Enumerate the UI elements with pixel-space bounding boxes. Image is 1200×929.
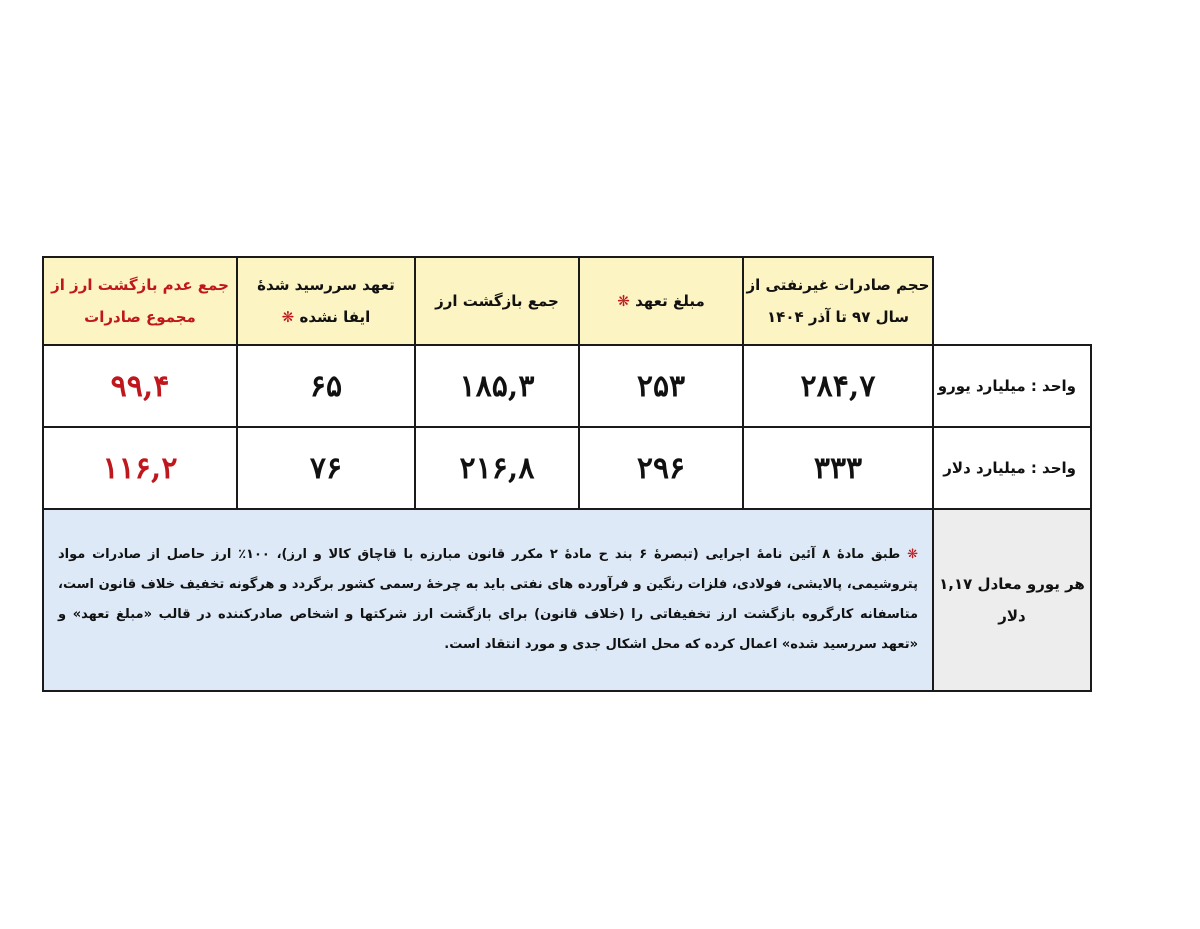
exports-table: [42, 256, 1092, 692]
header-total-exports-line2: سال ۹۷ تا آذر ۱۴۰۴: [767, 308, 909, 326]
header-total-repatriation-label: جمع بازگشت ارز: [435, 292, 559, 310]
header-non-repatriation-line1: جمع عدم بازگشت ارز از: [51, 276, 229, 294]
header-row: [43, 257, 1091, 345]
header-overdue-unfulfilled: [237, 257, 415, 345]
corner-cell: [933, 257, 1091, 345]
header-non-repatriation-line2: مجموع صادرات: [84, 308, 196, 326]
cell-non-repatriation-dollar: ۱۱۶,۲: [43, 427, 237, 509]
footnote: [43, 509, 933, 691]
exchange-rate-note: [933, 509, 1091, 691]
cell-total-exports-euro: ۲۸۴,۷: [743, 345, 933, 427]
row-label-euro: واحد : میلیارد یورو: [933, 345, 1091, 427]
cell-commitment-euro: ۲۵۳: [579, 345, 743, 427]
header-commitment-amount-label: مبلغ تعهد: [635, 292, 705, 310]
header-total-exports-line1: حجم صادرات غیرنفتی از: [746, 276, 930, 294]
header-overdue-line2-label: ایفا نشده: [299, 308, 371, 326]
header-commitment-amount: [579, 257, 743, 345]
note-row: [43, 509, 1091, 691]
header-overdue-line1: تعهد سررسید شدهٔ: [257, 276, 395, 294]
exchange-rate-line2: دلار: [998, 607, 1026, 625]
asterisk-icon: ❋: [907, 547, 918, 562]
cell-total-exports-dollar: ۳۳۳: [743, 427, 933, 509]
cell-non-repatriation-euro: ۹۹,۴: [43, 345, 237, 427]
asterisk-icon: ❋: [281, 308, 295, 326]
table-row-dollar: [43, 427, 1091, 509]
cell-overdue-dollar: ۷۶: [237, 427, 415, 509]
cell-repatriation-dollar: ۲۱۶,۸: [415, 427, 579, 509]
exports-table-wrapper: [42, 256, 1090, 692]
row-label-dollar: واحد : میلیارد دلار: [933, 427, 1091, 509]
footnote-text: طبق مادهٔ ۸ آئین نامهٔ اجرایی (تبصرهٔ ۶ بند ح مادهٔ ۲ مکرر قانون مبارزه با قاچاق کالا و ارز)، ۱۰۰٪ ارز حاصل از صادرات مواد پتروشیمی، پالایشی، فولادی، فلزات رنگین و فرآورده های نفتی باید به چرخهٔ رسمی کشور برگردد و هرگونه تخفیف خلاف قانون است، متاسفانه کارگروه بازگشت ارز تخفیفاتی را (خلاف قانون) برای بازگشت ارز شرکتها و اشخاص صادرکننده در قالب «مبلغ تعهد» و «تعهد سررسید شده» اعمال کرده که محل اشکال جدی و مورد انتقاد است.: [58, 547, 918, 652]
header-overdue-line2: [238, 301, 414, 333]
asterisk-icon: ❋: [617, 292, 630, 310]
header-total-non-repatriation: [43, 257, 237, 345]
table-row-euro: [43, 345, 1091, 427]
cell-overdue-euro: ۶۵: [237, 345, 415, 427]
header-total-exports: [743, 257, 933, 345]
cell-repatriation-euro: ۱۸۵,۳: [415, 345, 579, 427]
header-total-repatriation: [415, 257, 579, 345]
exchange-rate-line1: هر یورو معادل ۱,۱۷: [939, 575, 1085, 593]
cell-commitment-dollar: ۲۹۶: [579, 427, 743, 509]
